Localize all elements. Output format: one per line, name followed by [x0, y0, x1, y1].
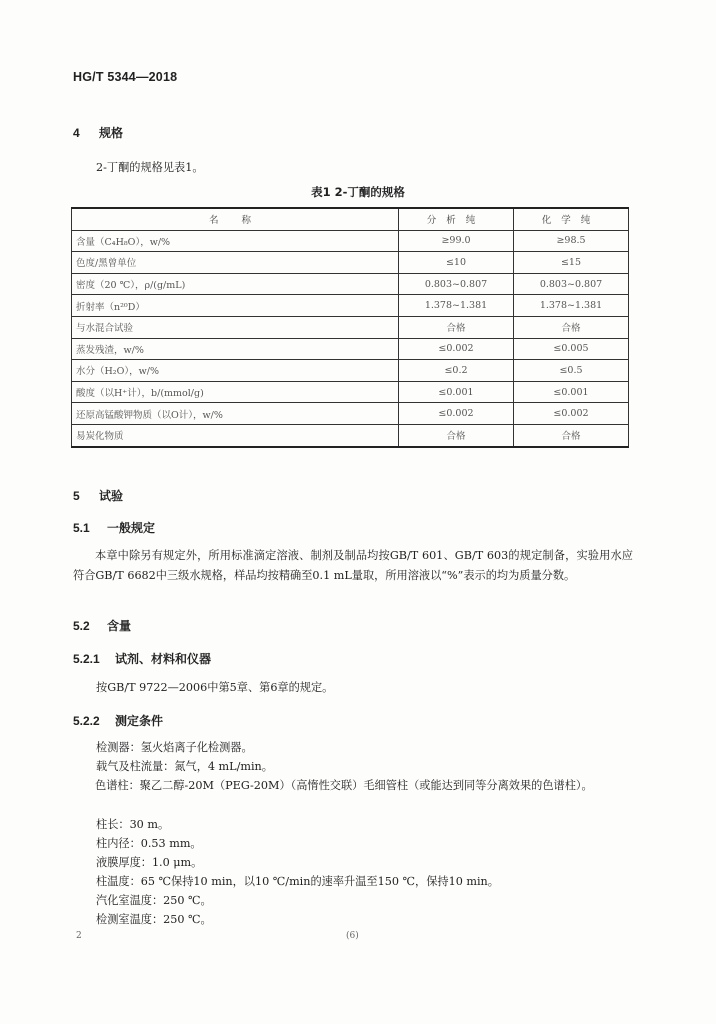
section-number: 5.2	[73, 619, 90, 633]
section-number: 4	[73, 126, 80, 140]
section-title: 试验	[99, 489, 124, 503]
section-title: 含量	[107, 619, 132, 633]
table-caption: 表1 2-丁酮的规格	[311, 185, 405, 199]
condition-line: 载气及柱流量：氮气，4 mL/min。	[96, 760, 273, 773]
condition-line: 柱温度：65 ℃保持10 min，以10 ℃/min的速率升温至150 ℃，保持10 min。	[96, 875, 499, 888]
footer-code: (6)	[346, 931, 359, 941]
table-cell: ≤0.002	[399, 403, 514, 425]
column-header: 化学纯	[514, 208, 629, 230]
table-row	[72, 316, 629, 338]
section-number: 5.1	[73, 521, 90, 535]
condition-line: 色谱柱：聚乙二醇-20M（PEG-20M）（高惰性交联）毛细管柱（或能达到同等分离效果的色谱柱）。	[95, 779, 593, 792]
table-cell: 合格	[514, 316, 629, 338]
page-number: 2	[76, 931, 82, 941]
table-cell: 易炭化物质	[72, 424, 399, 446]
table-cell: 水分（H₂O），w/%	[72, 360, 399, 382]
reagents-paragraph: 按GB/T 9722—2006中第5章、第6章的规定。	[96, 681, 334, 694]
table-cell: ≥98.5	[514, 230, 629, 252]
section-number: 5.2.2	[73, 714, 100, 728]
table-row	[72, 295, 629, 317]
table-cell: 合格	[399, 424, 514, 446]
table-cell: ≤0.001	[514, 381, 629, 403]
condition-line: 检测室温度：250 ℃。	[96, 913, 212, 926]
section-4-intro: 2-丁酮的规格见表1。	[96, 161, 204, 174]
condition-line: 柱长：30 m。	[96, 818, 170, 831]
section-5-1-heading	[73, 519, 155, 536]
table-row	[72, 360, 629, 382]
table-cell: ≤10	[399, 252, 514, 274]
table-row	[72, 230, 629, 252]
section-5-2-heading	[73, 617, 131, 634]
standard-number: HG/T 5344—2018	[73, 70, 178, 84]
table-cell: 与水混合试验	[72, 316, 399, 338]
section-title: 一般规定	[107, 521, 156, 535]
condition-line: 检测器：氢火焰离子化检测器。	[96, 741, 253, 754]
section-4-heading	[73, 124, 123, 141]
table-cell: 合格	[514, 424, 629, 446]
column-header: 分析纯	[399, 208, 514, 230]
condition-line: 汽化室温度：250 ℃。	[96, 894, 212, 907]
table-row	[72, 381, 629, 403]
table-cell: 密度（20 ℃），ρ/(g/mL)	[72, 273, 399, 295]
section-title: 试剂、材料和仪器	[115, 652, 212, 666]
table-cell: ≤0.5	[514, 360, 629, 382]
table-cell: 合格	[399, 316, 514, 338]
table-cell: 酸度（以H⁺计），b/(mmol/g)	[72, 381, 399, 403]
table-cell: 蒸发残渣，w/%	[72, 338, 399, 360]
section-number: 5	[73, 489, 80, 503]
condition-line: 柱内径：0.53 mm。	[96, 837, 202, 850]
section-5-2-1-heading	[73, 650, 211, 667]
section-title: 测定条件	[115, 714, 164, 728]
condition-line: 液膜厚度：1.0 μm。	[96, 856, 203, 869]
table-row	[72, 403, 629, 425]
section-5-2-2-heading	[73, 712, 163, 729]
table-row	[72, 424, 629, 446]
table-cell: ≤0.2	[399, 360, 514, 382]
table-cell: 1.378~1.381	[399, 295, 514, 317]
section-number: 5.2.1	[73, 652, 100, 666]
table-cell: 0.803~0.807	[514, 273, 629, 295]
table-cell: 还原高锰酸钾物质（以O计），w/%	[72, 403, 399, 425]
table-row	[72, 273, 629, 295]
table-cell: 1.378~1.381	[514, 295, 629, 317]
table-cell: ≤15	[514, 252, 629, 274]
table-cell: 折射率（n²⁰D）	[72, 295, 399, 317]
section-5-heading	[73, 487, 123, 504]
section-title: 规格	[99, 126, 124, 140]
spec-table	[71, 207, 629, 448]
table-cell: ≥99.0	[399, 230, 514, 252]
table-cell: 含量（C₄H₈O），w/%	[72, 230, 399, 252]
table-cell: ≤0.005	[514, 338, 629, 360]
table-cell: 色度/黑曾单位	[72, 252, 399, 274]
column-header: 名 称	[72, 208, 399, 230]
table-row	[72, 252, 629, 274]
table-cell: ≤0.002	[399, 338, 514, 360]
table-cell: 0.803~0.807	[399, 273, 514, 295]
table-cell: ≤0.002	[514, 403, 629, 425]
table-row	[72, 338, 629, 360]
general-rules-paragraph: 本章中除另有规定外，所用标准滴定溶液、制剂及制品均按GB/T 601、GB/T 603的规定制备，实验用水应符合GB/T 6682中三级水规格，样品均按精确至0.1 mL量取，所用溶液以“%”表示的均为质量分数。	[73, 549, 633, 582]
table-header-row	[72, 208, 629, 230]
table-cell: ≤0.001	[399, 381, 514, 403]
